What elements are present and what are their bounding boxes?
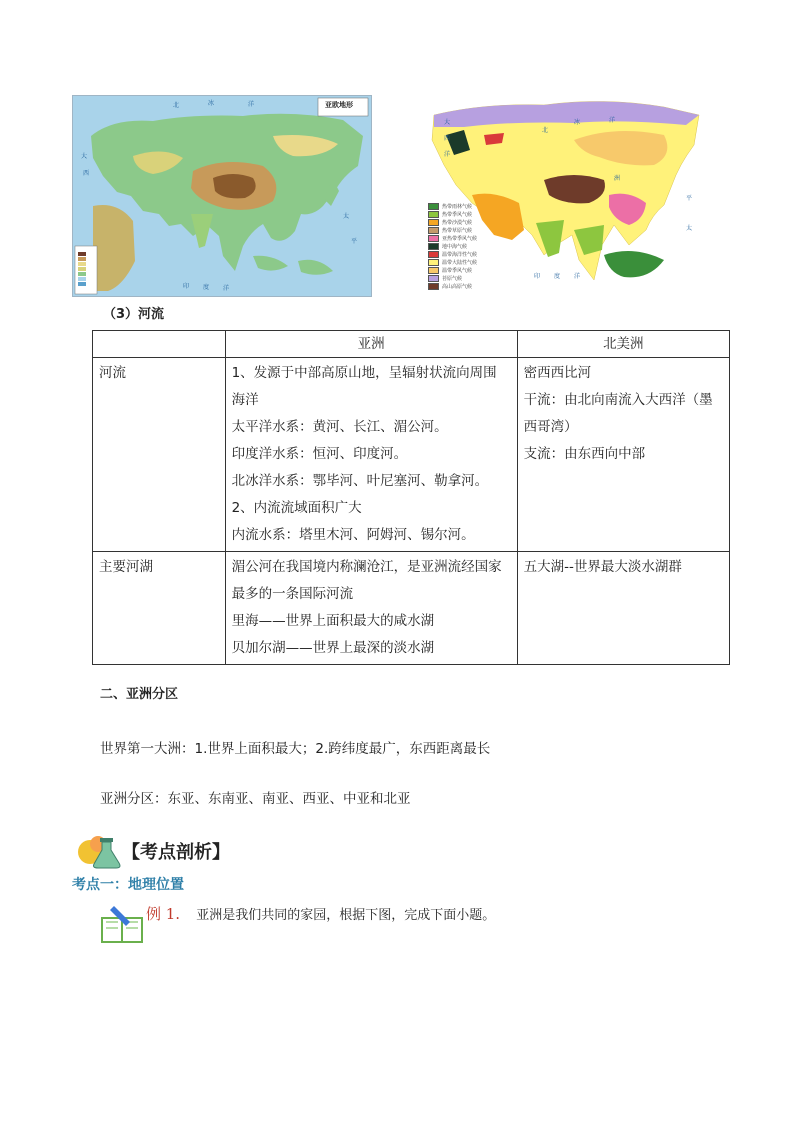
legend-swatch: [428, 227, 439, 234]
map-label: 度: [203, 284, 210, 291]
cell-line: 太平洋水系：黄河、长江、湄公河。: [231, 419, 448, 435]
terrain-map-graphic: [73, 96, 371, 296]
map-label: 冰: [574, 119, 581, 126]
legend-item: [428, 227, 472, 234]
legend-swatch: [428, 267, 439, 274]
map-label: 洋: [223, 285, 230, 292]
row-label: 河流: [93, 358, 226, 552]
cell-line: 贝加尔湖——世界上最深的淡水湖: [231, 640, 435, 656]
example-text: 亚洲是我们共同的家园，根据下图，完成下面小题。: [196, 908, 496, 923]
asia-lakes-cell: [225, 552, 517, 665]
rivers-table: [92, 330, 730, 665]
map-label: 冰: [208, 100, 215, 107]
map-label: 印: [183, 283, 190, 290]
legend-item: [428, 259, 477, 266]
key-point-title: 考点一：地理位置: [72, 877, 184, 893]
legend-item: [428, 251, 477, 258]
map-label: 大: [81, 153, 88, 160]
cell-line: 1、发源于中部高原山地，呈辐射状流向周围: [231, 365, 497, 381]
legend-swatch: [428, 235, 439, 242]
cell-line: 印度洋水系：恒河、印度河。: [231, 446, 408, 462]
book-pencil-icon: [100, 904, 146, 944]
cell-line: 五大湖--世界最大淡水湖群: [523, 559, 682, 575]
legend-swatch: [428, 259, 439, 266]
map-label: 度: [554, 273, 561, 280]
legend-label: 亚热带季风气候: [442, 236, 478, 242]
legend-label: 温带海洋性气候: [442, 252, 478, 258]
map-label: 北: [173, 102, 180, 109]
legend-item: [428, 219, 472, 226]
legend-swatch: [428, 251, 439, 258]
example-label: 例 1.: [146, 905, 181, 923]
asia-rivers-cell: [225, 358, 517, 552]
map-label: 洋: [609, 117, 616, 124]
map-label: 洋: [574, 273, 581, 280]
legend-label: 热带草原气候: [442, 228, 473, 234]
cell-line: 里海——世界上面积最大的咸水湖: [231, 613, 435, 629]
table-row: [93, 358, 730, 552]
map-label: 洲: [614, 175, 621, 182]
paragraph: 世界第一大洲：1.世界上面积最大；2.跨纬度最广，东西距离最长: [100, 741, 491, 757]
terrain-map-title: 亚欧地形: [325, 101, 353, 109]
legend-item: [428, 203, 472, 210]
cell-line: 支流：由东西向中部: [523, 446, 646, 462]
map-label: 太: [686, 225, 693, 232]
map-label: 印: [534, 273, 541, 280]
cell-line: 密西西比河: [523, 365, 592, 381]
legend-label: 地中海气候: [442, 244, 468, 250]
legend-item: [428, 267, 472, 274]
cell-line: 干流：由北向南流入大西洋（墨: [523, 392, 713, 408]
map-label: 平: [351, 238, 358, 245]
section-title: 二、亚洲分区: [100, 687, 179, 702]
cell-line: 湄公河在我国境内称澜沧江，是亚洲流经国家: [231, 559, 502, 575]
cell-line: 2、内流流域面积广大: [231, 500, 362, 516]
legend-label: 温带季风气候: [442, 268, 473, 274]
legend-swatch: [428, 211, 439, 218]
table-row: [93, 552, 730, 665]
legend-item: [428, 211, 472, 218]
legend-swatch: [428, 203, 439, 210]
cell-line: 内流水系：塔里木河、阿姆河、锡尔河。: [231, 527, 475, 543]
analysis-title: 【考点剖析】: [122, 842, 230, 863]
map-label: 西: [83, 170, 90, 177]
map-label: 洋: [248, 101, 255, 108]
flask-icon: [76, 830, 122, 870]
cell-line: 海洋: [231, 392, 259, 408]
legend-item: [428, 235, 477, 242]
legend-swatch: [428, 243, 439, 250]
header-cell-asia: 亚洲: [225, 331, 517, 358]
legend-label: 热带沙漠气候: [442, 220, 473, 226]
example-question: [146, 903, 495, 924]
legend-label: 温带大陆性气候: [442, 260, 478, 266]
legend-label: 热带季风气候: [442, 212, 473, 218]
legend-swatch: [428, 283, 439, 290]
legend-swatch: [428, 219, 439, 226]
eurasia-terrain-map: [72, 95, 372, 297]
map-label: 西: [444, 135, 451, 142]
header-cell-north-america: 北美洲: [517, 331, 729, 358]
map-label: 大: [444, 119, 451, 126]
na-rivers-cell: [517, 358, 729, 552]
legend-label: 高山高原气候: [442, 284, 473, 290]
table-header-row: [93, 331, 730, 358]
map-label: 北: [542, 127, 549, 134]
cell-line: 西哥湾）: [523, 419, 578, 435]
map-label: 平: [686, 195, 693, 202]
map-label: 太: [343, 213, 350, 220]
legend-label: 热带雨林气候: [442, 204, 473, 210]
header-cell-empty: [93, 331, 226, 358]
asia-climate-map: [424, 95, 706, 295]
legend-item: [428, 283, 472, 290]
paragraph: 亚洲分区：东亚、东南亚、南亚、西亚、中亚和北亚: [100, 791, 411, 807]
rivers-heading: （3）河流: [103, 307, 165, 322]
legend-label: 苔原气候: [442, 276, 463, 282]
cell-line: 北冰洋水系：鄂毕河、叶尼塞河、勒拿河。: [231, 473, 489, 489]
legend-item: [428, 275, 462, 282]
legend-swatch: [428, 275, 439, 282]
cell-line: 最多的一条国际河流: [231, 586, 354, 602]
legend-item: [428, 243, 467, 250]
row-label: 主要河湖: [93, 552, 226, 665]
map-label: 洋: [444, 151, 451, 158]
na-lakes-cell: [517, 552, 729, 665]
